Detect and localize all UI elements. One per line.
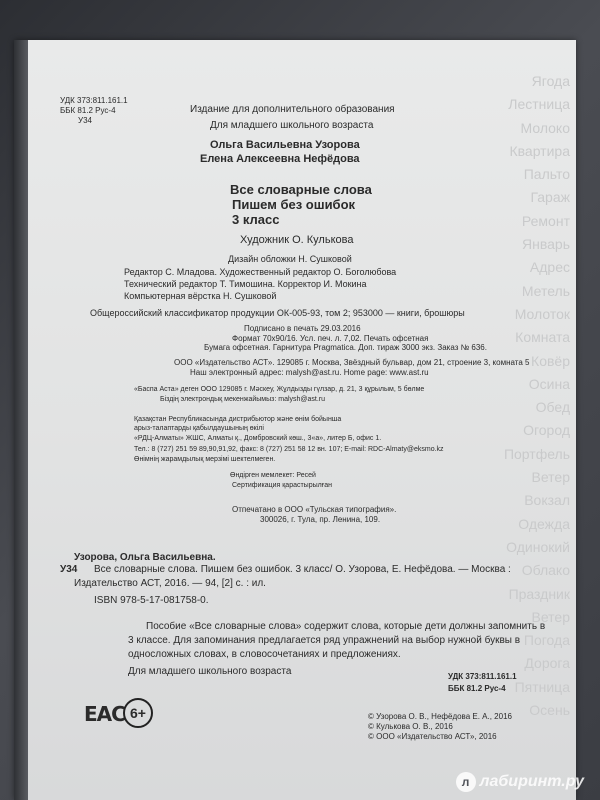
title-line-1: Все словарные слова bbox=[230, 182, 372, 197]
annotation-audience: Для младшего школьного возраста bbox=[128, 666, 292, 677]
footer-bbk: ББК 81.2 Рус-4 bbox=[448, 684, 506, 693]
printer: Отпечатано в ООО «Тульская типография». bbox=[232, 505, 397, 514]
catalog-description: Все словарные слова. Пишем без ошибок. 3 класс/ О. Узорова, Е. Нефёдова. — Москва : bbox=[94, 564, 511, 575]
kazakh-validity: Өнімнің жарамдылық мерзімі шектелмеген. bbox=[134, 456, 276, 463]
edition-note: Издание для дополнительного образования bbox=[190, 104, 395, 115]
paper-line: Бумага офсетная. Гарнитура Pragmatica. Доп. тираж 3000 экз. Заказ № 636. bbox=[204, 343, 487, 352]
kazakh-distributor-3: «РДЦ-Алматы» ЖШС, Алматы қ., Домбровский көш., 3«а», литер Б, офис 1. bbox=[134, 435, 382, 442]
illustrator: Художник О. Кулькова bbox=[240, 234, 354, 246]
labirint-watermark bbox=[456, 772, 584, 792]
classifier: Общероссийский классификатор продукции ОК-005-93, том 2; 953000 — книги, брошюры bbox=[90, 308, 465, 318]
catalog-publisher: Издательство АСТ, 2016. — 94, [2] с. : ил. bbox=[74, 578, 266, 589]
manufacturer-country: Өндірген мемлекет: Ресей bbox=[230, 472, 316, 479]
eac-mark: EAC bbox=[84, 702, 125, 726]
copyright-2: © Кулькова О. В., 2016 bbox=[368, 722, 453, 731]
layout-credit: Компьютерная вёрстка Н. Сушковой bbox=[124, 291, 277, 301]
kazakh-email: Біздің электрондық мекенжайымыз: malysh@ast.ru bbox=[160, 396, 326, 403]
page-spine-shadow bbox=[14, 40, 28, 800]
copyright-1: © Узорова О. В., Нефёдова Е. А., 2016 bbox=[368, 712, 512, 721]
format-line: Формат 70x90/16. Усл. печ. л. 7,02. Печать офсетная bbox=[232, 334, 429, 343]
author-mark: У34 bbox=[78, 116, 92, 125]
footer-udk: УДК 373:811.161.1 bbox=[448, 672, 517, 681]
title-line-2: Пишем без ошибок bbox=[232, 197, 356, 212]
bbk-code: ББК 81.2 Рус-4 bbox=[60, 106, 116, 115]
udk-code: УДК 373:811.161.1 bbox=[60, 96, 128, 105]
printer-address: 300026, г. Тула, пр. Ленина, 109. bbox=[260, 515, 381, 524]
annotation: Пособие «Все словарные слова» содержит слова, которые дети должны запомнить в 3 классе. Для запоминания предлагается ряд упражнений на выбор нужной буквы в односложных словах, в словосочетаниях и предложениях. bbox=[128, 621, 546, 660]
book-page bbox=[14, 40, 576, 800]
editors: Редактор С. Младова. Художественный редактор О. Боголюбова bbox=[124, 267, 397, 277]
copyright-3: © ООО «Издательство АСТ», 2016 bbox=[368, 732, 497, 741]
tech-editor: Технический редактор Т. Тимошина. Корректор И. Мокина bbox=[124, 279, 367, 289]
author-2: Елена Алексеевна Нефёдова bbox=[200, 153, 360, 165]
audience-note: Для младшего школьного возраста bbox=[210, 120, 374, 131]
kazakh-distributor-2: арыз-талаптарды қабылдаушының өкілі bbox=[134, 425, 264, 432]
signed-to-print: Подписано в печать 29.03.2016 bbox=[244, 324, 361, 333]
publisher-contacts: Наш электронный адрес: malysh@ast.ru. Home page: www.ast.ru bbox=[190, 368, 429, 377]
certification: Сертификация қарастырылған bbox=[232, 482, 333, 489]
kazakh-distributor-1: Қазақстан Республикасында дистрибьютор және өнім бойынша bbox=[134, 416, 342, 423]
isbn: ISBN 978-5-17-081758-0. bbox=[94, 595, 209, 606]
age-rating-badge: 6+ bbox=[123, 698, 153, 728]
show-through-text: Ягода Лестница Молоко Квартира Пальто Гараж Ремонт Январь Адрес Метель Молоток Комната Ковёр Осина Обед Огород Портфель Ветер Вокзал Одежда Одинокий Облако Праздник Ветер Погода Дорога Пятница Осень bbox=[503, 73, 570, 719]
catalog-mark: У34 bbox=[60, 564, 78, 575]
cover-design: Дизайн обложки Н. Сушковой bbox=[228, 254, 352, 264]
catalog-author: Узорова, Ольга Васильевна. bbox=[74, 552, 216, 563]
author-1: Ольга Васильевна Узорова bbox=[210, 139, 360, 151]
watermark-text: лабиринт.ру bbox=[479, 773, 584, 790]
publisher-address: ООО «Издательство АСТ». 129085 г. Москва, Звёздный бульвар, дом 21, строение 3, комната 5 bbox=[174, 358, 530, 367]
kazakh-publisher: «Баспа Аста» деген ООО 129085 г. Мәскеу, Жұлдызды гүлзар, д. 21, 3 құрылым, 5 бөлме bbox=[134, 386, 425, 393]
labirint-logo-icon: л bbox=[456, 772, 476, 792]
title-line-3: 3 класс bbox=[232, 212, 280, 227]
kazakh-phones: Тел.: 8 (727) 251 59 89,90,91,92, факс: 8 (727) 251 58 12 вн. 107; E-mail: RDC-Almaty@eksmo.kz bbox=[134, 446, 444, 453]
